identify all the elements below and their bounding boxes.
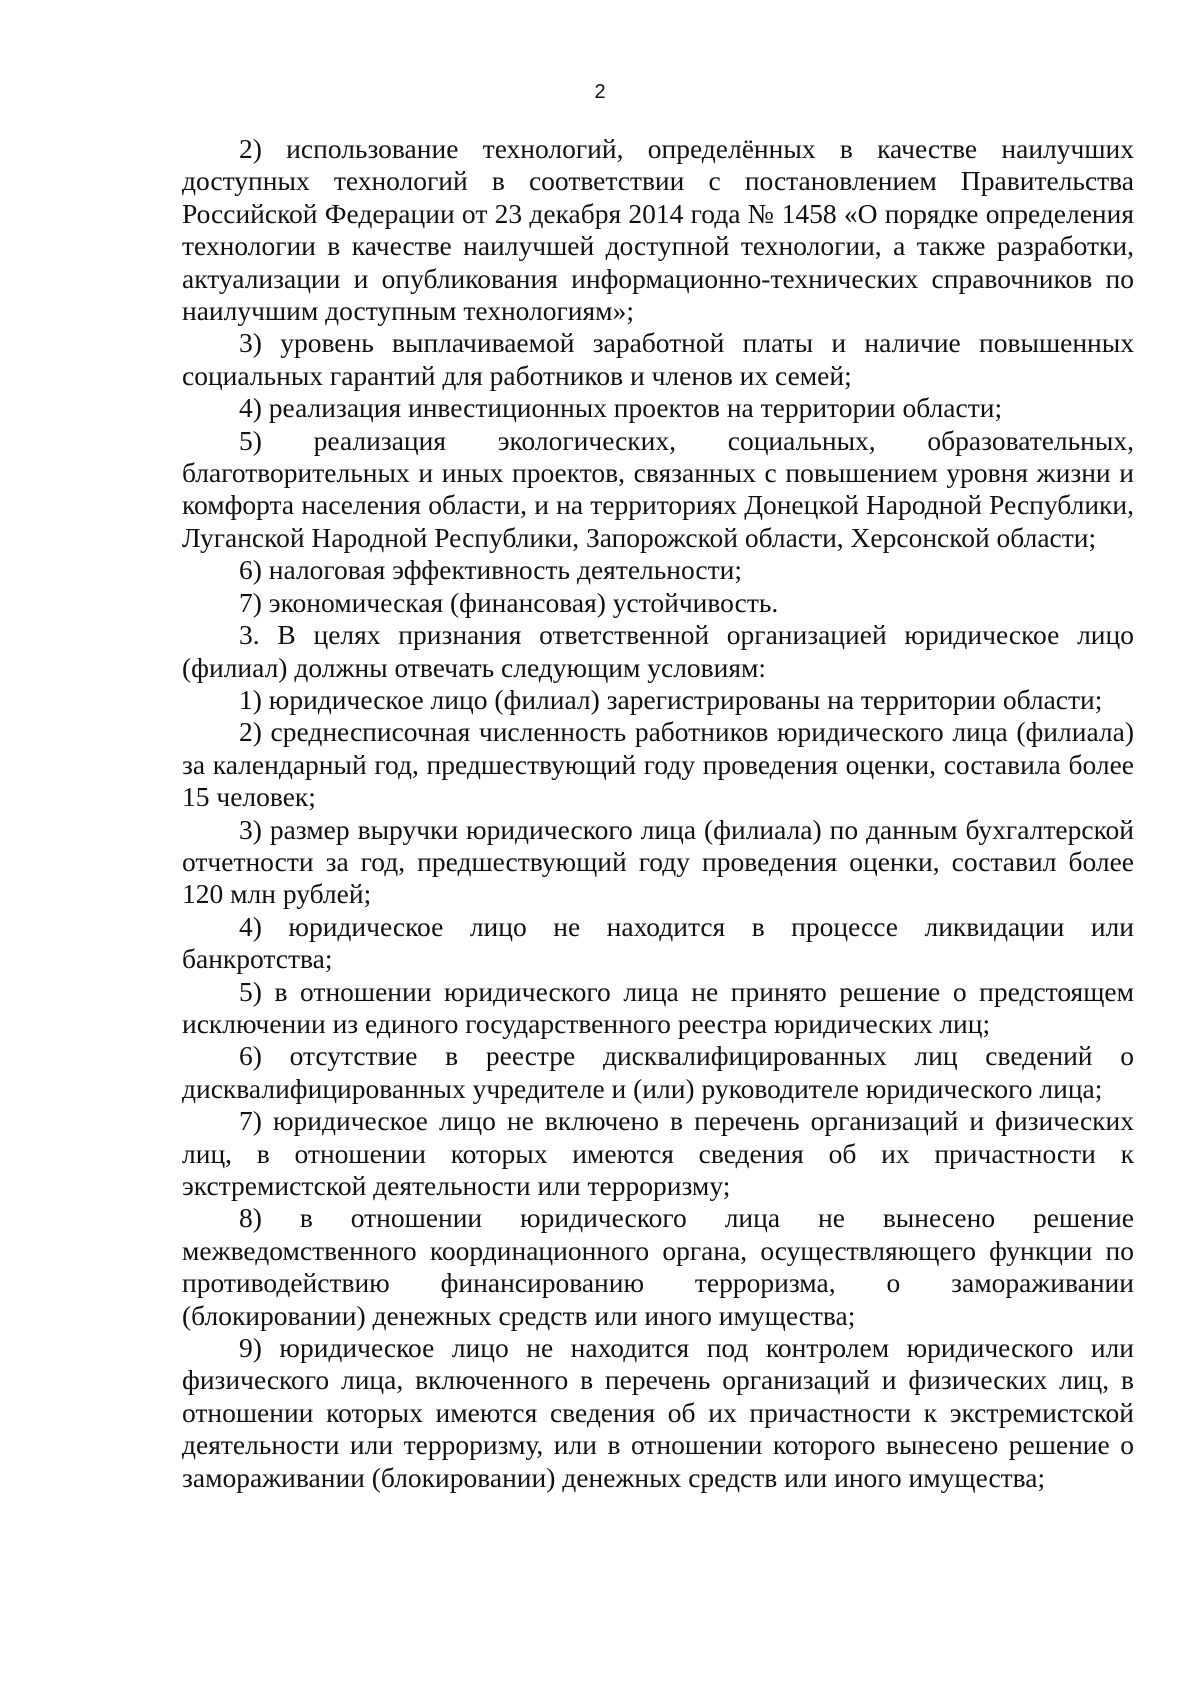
page-number: 2 xyxy=(594,81,606,103)
condition-item-5: 5) в отношении юридического лица не принято решение о предстоящем исключении из единого государственного реестра юридических лиц; xyxy=(182,975,1134,1039)
paragraph-item-3: 3) уровень выплачиваемой заработной платы и наличие повышенных социальных гарантий для работников и членов их семей; xyxy=(182,327,1134,391)
paragraph-item-4: 4) реализация инвестиционных проектов на территории области; xyxy=(239,392,1003,424)
document-body xyxy=(182,133,1134,1494)
paragraph-item-6: 6) налоговая эффективность деятельности; xyxy=(239,554,743,586)
condition-item-6: 6) отсутствие в реестре дисквалифицированных лиц сведений о дисквалифицированных учредителе и (или) руководителе юридического лица; xyxy=(182,1040,1134,1104)
paragraph-item-5: 5) реализация экологических, социальных, образовательных, благотворительных и иных проектов, связанных с повышением уровня жизни и комфорта населения области, и на территориях Донецкой Народной Республики, Луганской Народной Республики, Запорожской области, Херсонской области; xyxy=(182,424,1134,553)
condition-item-3: 3) размер выручки юридического лица (филиала) по данным бухгалтерской отчетности за год, предшествующий году проведения оценки, составил более 120 млн рублей; xyxy=(182,813,1134,910)
condition-item-1: 1) юридическое лицо (филиал) зарегистрированы на территории области; xyxy=(239,683,1103,715)
condition-item-9: 9) юридическое лицо не находится под контролем юридического или физического лица, включенного в перечень организаций и физических лиц, в отношении которых имеются сведения об их причастности к экстремистской деятельности или терроризму, или в отношении которого вынесено решение о замораживании (блокировании) денежных средств или иного имущества; xyxy=(182,1332,1134,1493)
condition-item-4: 4) юридическое лицо не находится в процессе ликвидации или банкротства; xyxy=(182,910,1134,975)
paragraph-item-2: 2) использование технологий, определённых в качестве наилучших доступных технологий в соответствии с постановлением Правительства Российской Федерации от 23 декабря 2014 года № 1458 «О порядке определения технологии в качестве наилучшей доступной технологии, а также разработки, актуализации и опубликования информационно-технических справочников по наилучшим доступным технологиям»; xyxy=(182,133,1134,327)
section-3-heading: 3. В целях признания ответственной организацией юридическое лицо (филиал) должны отвечать следующим условиям: xyxy=(182,619,1134,683)
condition-item-8: 8) в отношении юридического лица не вынесено решение межведомственного координационного органа, осуществляющего функции по противодействию финансированию терроризма, о замораживании (блокировании) денежных средств или иного имущества; xyxy=(182,1202,1134,1331)
condition-item-2: 2) среднесписочная численность работников юридического лица (филиала) за календарный год, предшествующий году проведения оценки, составила более 15 человек; xyxy=(182,716,1134,813)
paragraph-item-7: 7) экономическая (финансовая) устойчивость. xyxy=(239,586,779,618)
condition-item-7: 7) юридическое лицо не включено в перечень организаций и физических лиц, в отношении которых имеются сведения об их причастности к экстремистской деятельности или терроризму; xyxy=(182,1105,1134,1201)
